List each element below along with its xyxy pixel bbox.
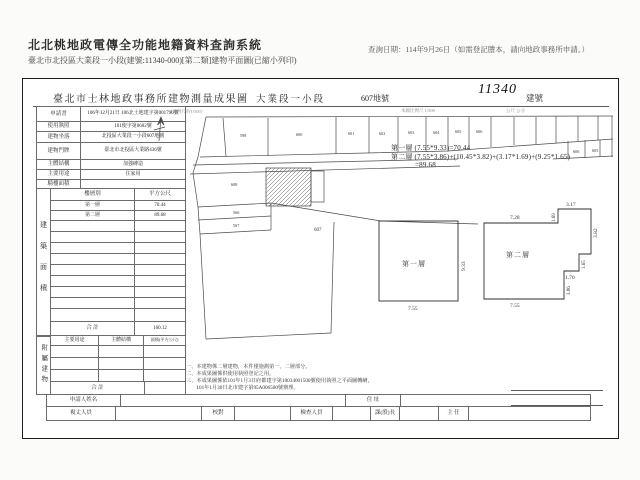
dim-3-82: 3.82 (593, 228, 599, 238)
signoff-blank (399, 406, 439, 421)
lot-number-text: 566 (233, 210, 240, 215)
lot-number-text: 602 (379, 131, 386, 136)
formula-second-floor: 第二層 (7.55*3.86)+(10.45*3.82)+(3.17*1.69)+(9.25*1.65) (391, 153, 571, 161)
signoff-blank (234, 406, 291, 421)
signoff-label-2: 檢查人員 (290, 406, 333, 421)
area-row-floor-1: 第二層 (50, 210, 135, 221)
info-value-0: 106年12月21日 106北土地建字第001790號 (80, 106, 186, 122)
area-row-value-0: 70.44 (134, 200, 186, 211)
info-value-3: 臺北市北投區大業路436號 (80, 142, 186, 160)
note-line: 101年1月30日北市建字第95A006500號辦理。 (186, 385, 299, 391)
signoff-label-0: 複丈人員 (46, 406, 116, 421)
dim-7-55-second: 7.55 (510, 303, 520, 309)
dim-3-17: 3.17 (566, 202, 576, 208)
second-floor-label: 第二層 (506, 251, 530, 259)
info-label-6: 騎樓面積 (36, 179, 81, 189)
dim-7-28: 7.28 (510, 215, 520, 221)
area-row-floor-0: 第一層 (50, 200, 135, 211)
area-total-value: 160.12 (134, 321, 186, 336)
doc-subtitle: 臺北市北投區大業段一小段(建號:11340-000)[第二類]建物平面圖(已縮小列印) (28, 56, 297, 65)
annex-total-label: 合 計 (50, 381, 145, 395)
info-label-3: 建物門牌 (36, 142, 81, 160)
lot-number-text: 567 (233, 223, 240, 228)
dim-1-65: 1.65 (582, 260, 587, 269)
lot-number-text: 603 (408, 130, 415, 135)
info-value-2: 北投區大業段一小段607地號 (80, 131, 186, 143)
query-date-note: 查詢日期：114年9月26日（如需登記謄本，請向地政事務所申請。） (368, 45, 589, 54)
lot-number-text: 605 (455, 129, 462, 134)
lot-number-text: 605 (592, 148, 599, 153)
dim-1-69: 1.69 (552, 213, 557, 222)
annex-table-side-label: 附屬建物 (36, 335, 51, 395)
section-name: 大業段一小段 (256, 95, 326, 105)
lot-number-text: 608 (231, 182, 238, 187)
annex-total-value (144, 381, 186, 395)
info-label-4: 主體結構 (36, 159, 81, 170)
formula-first-floor: 第一層 (7.55*9.33)=70.44 (391, 144, 471, 152)
area-header-sqm: 平方公尺 (134, 188, 186, 201)
building-number-handwritten: 11340 (478, 82, 517, 97)
survey-drawing (148, 107, 618, 357)
sheet-title: 臺北市士林地政事務所建物測量成果圖 (53, 94, 249, 105)
lot-number-text: 598 (240, 133, 247, 138)
address-label: 住 址 (345, 394, 401, 407)
subject-lot-number: 607 (314, 228, 322, 233)
area-empty-row (50, 308, 135, 322)
signature-line (511, 405, 603, 406)
dim-3-86: 3.86 (567, 286, 572, 295)
signoff-label-3: 課(股)長 (370, 406, 400, 421)
scale-note: 本圖比例尺 1/500 (401, 108, 435, 113)
info-label-0: 申請書 (36, 106, 81, 122)
note-line: 二、本成果圖係供使用執照登記之用。 (186, 371, 275, 377)
info-label-1: 使用執照 (36, 121, 81, 132)
signature-line (511, 390, 603, 391)
signoff-label-1: 校對 (201, 406, 235, 421)
first-floor-label: 第一層 (402, 260, 426, 268)
plan-labels (402, 202, 599, 312)
lot-number-text: 606 (476, 129, 483, 134)
note-line: 一、本建物係二層建物，本件僅施測第一、二層部分。 (186, 364, 311, 370)
signoff-blank (468, 406, 591, 421)
formula-second-floor-total: =89.68 (415, 161, 436, 169)
lot-number: 607地號 (361, 94, 389, 103)
north-arrow (154, 117, 165, 141)
info-value-4: 加強磚造 (80, 159, 186, 170)
map-scale-note: （比例尺約1/500） (168, 109, 206, 114)
survey-sheet (22, 78, 619, 439)
signoff-blank (115, 406, 202, 421)
applicant-name-label: 申請人姓名 (46, 394, 121, 407)
signoff-label-4: 主 任 (438, 406, 469, 421)
annex-header-structure: 主體結構 (98, 335, 144, 346)
info-value-5: 住家用 (80, 169, 186, 180)
system-title: 北北桃地政電傳全功能地籍資料查詢系統 (28, 38, 263, 52)
dim-9-33: 9.33 (461, 261, 467, 271)
lot-number-text: 601 (348, 131, 355, 136)
annex-header-area: 面積(平方公尺) (143, 335, 186, 346)
lot-number-text: 600 (296, 132, 303, 137)
info-value-1: 101使字第0602號 (80, 121, 186, 132)
info-label-5: 主要用途 (36, 169, 81, 180)
annex-header-use: 主要用途 (50, 335, 99, 346)
building-number-label: 建號 (526, 93, 544, 103)
floor-plan-second (484, 209, 591, 299)
note-line: 三、本成果圖係依101年1月3日府都建字第10034001500號使用執照之平面圖轉繪， (186, 378, 373, 384)
info-label-2: 建物坐落 (36, 131, 81, 143)
lot-number-text: 604 (433, 130, 440, 135)
signoff-blank (332, 406, 371, 421)
unit-note: 公尺 公分 (506, 108, 526, 113)
dim-7-55-first: 7.55 (408, 306, 418, 312)
lot-number-text: 606 (573, 149, 580, 154)
dim-1-70: 1.70 (565, 275, 575, 281)
cadastral-map (190, 116, 613, 339)
area-table-side-label: 建築面積 (36, 188, 51, 337)
area-total-label: 合 計 (50, 321, 135, 336)
notes-block (186, 364, 373, 392)
area-header-floor: 樓層別 (50, 188, 135, 201)
area-row-value-1: 89.68 (134, 210, 186, 221)
